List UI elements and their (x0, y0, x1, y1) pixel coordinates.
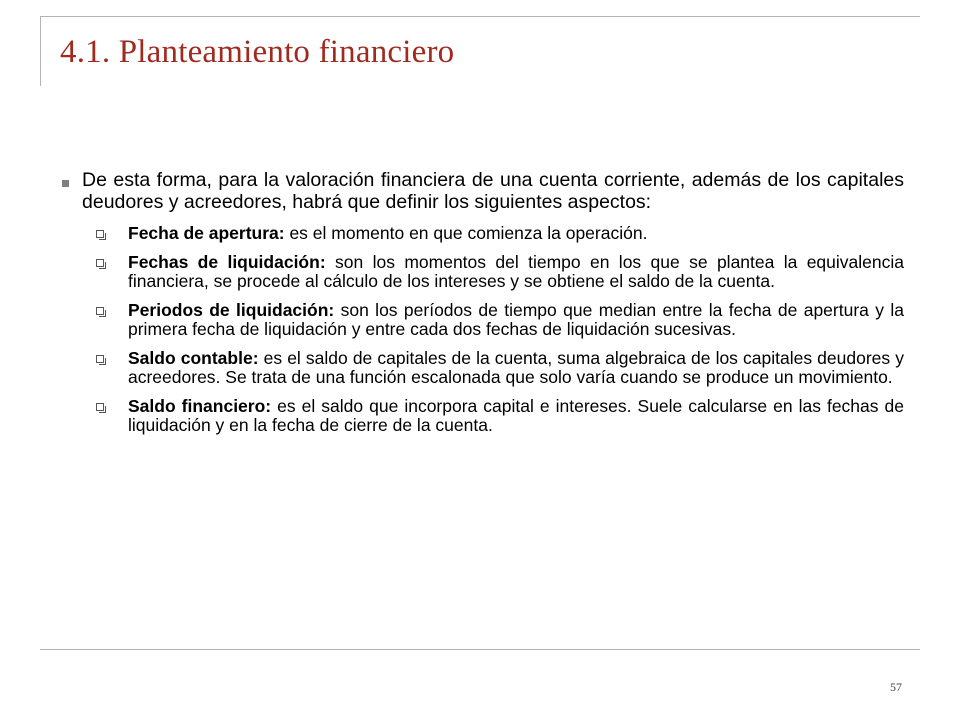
hollow-square-bullet-icon (96, 355, 104, 363)
slide-content (58, 170, 904, 445)
item-term: Saldo contable: (128, 348, 259, 368)
item-term: Fecha de apertura: (128, 223, 285, 243)
top-divider (40, 16, 920, 17)
list-item (82, 397, 904, 435)
bottom-divider (40, 649, 920, 650)
item-term: Periodos de liquidación: (128, 300, 335, 320)
list-item (82, 301, 904, 339)
hollow-square-bullet-icon (96, 230, 104, 238)
item-text: es el saldo que incorpora capital e intereses. Suele calcularse en las fechas de liquidación y en la fecha de cierre de la cuenta. (128, 396, 904, 435)
item-text: es el momento en que comienza la operación. (284, 223, 648, 243)
hollow-square-bullet-icon (96, 259, 104, 267)
item-term: Fechas de liquidación: (128, 252, 326, 272)
slide-title: 4.1. Planteamiento financiero (60, 34, 455, 70)
item-text: son los momentos del tiempo en los que se plantea la equivalencia financiera, se procede al cálculo de los intereses y se obtiene el saldo de la cuenta. (128, 252, 904, 291)
intro-text: De esta forma, para la valoración financiera de una cuenta corriente, además de los capitales deudores y acreedores, habrá que definir los siguientes aspectos: (82, 169, 904, 213)
hollow-square-bullet-icon (96, 403, 104, 411)
item-text: son los períodos de tiempo que median entre la fecha de apertura y la primera fecha de liquidación y entre cada dos fechas de liquidación sucesivas. (128, 300, 904, 339)
sub-bullet-list (58, 224, 904, 435)
item-text: es el saldo de capitales de la cuenta, suma algebraica de los capitales deudores y acreedores. Se trata de una función escalonada que solo varía cuando se produce un movimiento. (128, 348, 904, 387)
list-item (82, 224, 904, 243)
hollow-square-bullet-icon (96, 307, 104, 315)
item-term: Saldo financiero: (128, 396, 272, 416)
list-item (82, 349, 904, 387)
main-bullet (58, 170, 904, 213)
list-item (82, 253, 904, 291)
left-divider (40, 16, 41, 86)
page-number: 57 (890, 680, 902, 694)
square-bullet-icon (62, 180, 69, 187)
